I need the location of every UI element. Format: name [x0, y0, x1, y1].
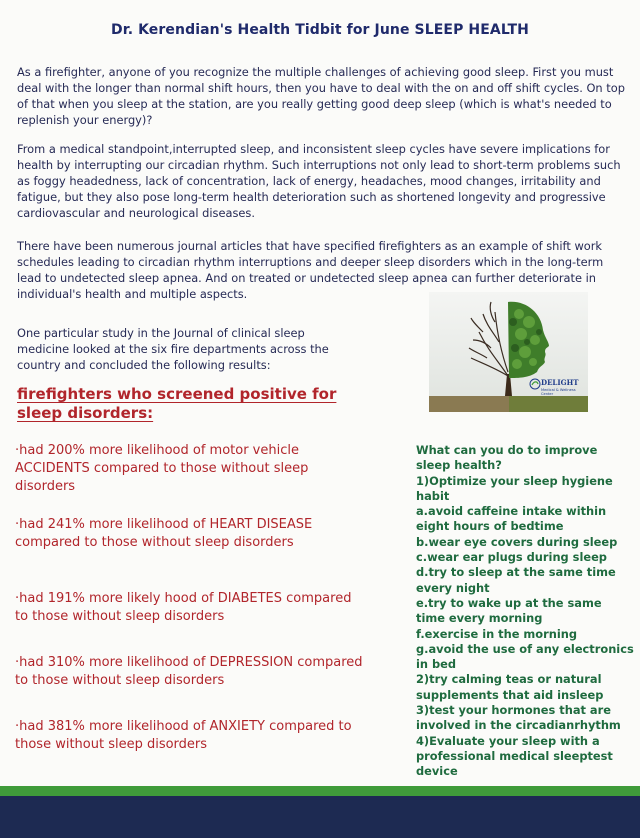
result-item: ·had 310% more likelihood of DEPRESSION compared to those without sleep disorders: [15, 655, 363, 688]
tip-item: f.exercise in the morning: [416, 626, 578, 641]
tips-heading: What can you do to improve sleep health?: [416, 443, 598, 473]
footer-navy-bar: [0, 796, 640, 838]
study-paragraph: One particular study in the Journal of clinical sleep medicine looked at the six fire departments across the country and concluded the following results:: [17, 326, 329, 372]
page-title: Dr. Kerendian's Health Tidbit for June SLEEP HEALTH: [110, 22, 529, 38]
logo-name: DELIGHT: [541, 378, 579, 387]
result-item: ·had 200% more likelihood of motor vehicle ACCIDENTS compared to those without sleep disorders: [15, 443, 309, 494]
tip-item: 1)Optimize your sleep hygiene habit: [416, 473, 613, 503]
journal-paragraph: There have been numerous journal articles that have specified firefighters as an example of shift work schedules leading to circadian rhythm interruptions and deeper sleep disorders which in the long-term lead to undetected sleep apnea. And on treated or undetected sleep apnea can further deteriorate in individual's health and multiple aspects.: [17, 239, 604, 301]
logo-tagline: Medical & Wellness Center: [541, 388, 576, 396]
tip-item: 4)Evaluate your sleep with a professional medical sleeptest device: [416, 733, 613, 779]
tip-item: d.try to sleep at the same time every night: [416, 565, 616, 595]
results-heading: firefighters who screened positive for sleep disorders:: [17, 385, 337, 422]
result-item: ·had 241% more likelihood of HEART DISEASE compared to those without sleep disorders: [15, 517, 313, 550]
tip-item: c.wear ear plugs during sleep: [416, 550, 607, 565]
tip-item: 3)test your hormones that are involved in the circadianrhythm: [416, 703, 621, 733]
medical-paragraph: From a medical standpoint,interrupted sleep, and inconsistent sleep cycles have severe implications for health by interrupting our circadian rhythm. Such interruptions not only lead to short-term problems such as foggy headedness, lack of concentration, lack of energy, headaches, mood changes, irritability and fatigue, but they also pose long-term health deterioration such as shortened longevity and progressive cardiovascular and neurological diseases.: [17, 142, 621, 220]
tips-list: [416, 443, 634, 780]
intro-paragraph: As a firefighter, anyone of you recognize the multiple challenges of achieving good sleep. First you must deal with the longer than normal shift hours, then you have to deal with the on and off shift cycles. On top of that when you sleep at the station, are you really getting good deep sleep (which is what's needed to replenish your energy)?: [17, 65, 625, 127]
tip-item: b.wear eye covers during sleep: [416, 534, 618, 549]
tip-item: g.avoid the use of any electronics in bed: [416, 641, 634, 672]
tip-item: e.try to wake up at the same time every morning: [416, 595, 602, 626]
tip-item: a.avoid caffeine intake within eight hours of bedtime: [416, 504, 607, 534]
result-item: ·had 191% more likely hood of DIABETES compared to those without sleep disorders: [15, 591, 352, 624]
tip-item: 2)try calming teas or natural supplements that aid insleep: [416, 672, 604, 702]
result-item: ·had 381% more likelihood of ANXIETY compared to those without sleep disorders: [15, 719, 352, 752]
footer-green-bar: [0, 786, 640, 796]
tree-head-illustration: [429, 292, 588, 412]
delight-logo-icon: [529, 378, 541, 390]
